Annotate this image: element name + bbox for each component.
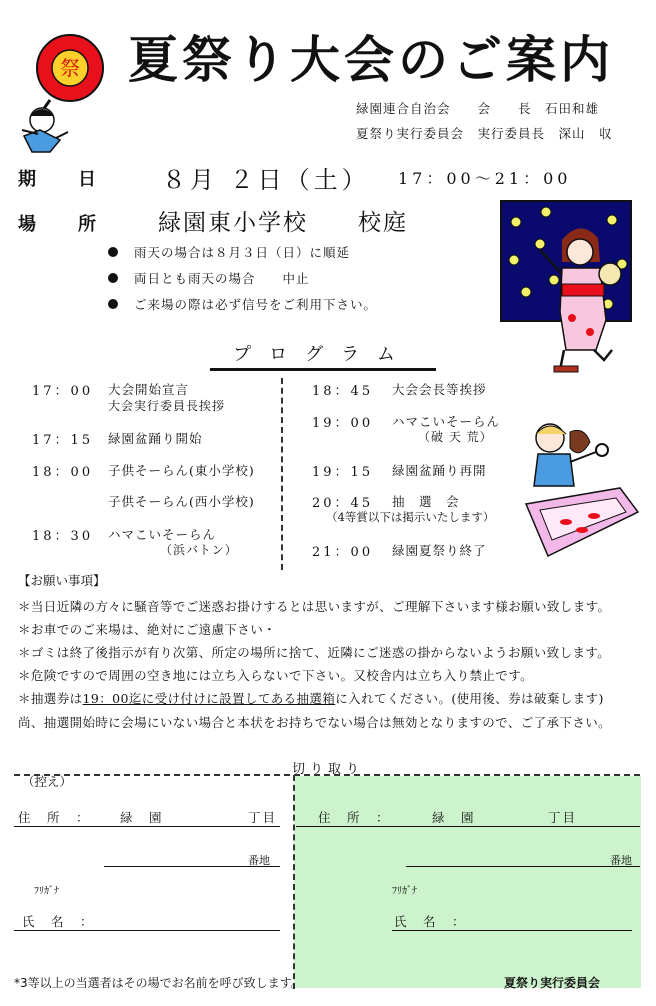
cut-label: 切り取り xyxy=(292,762,365,777)
banchi-underline xyxy=(406,866,640,867)
bullet-icon xyxy=(108,273,118,283)
address-label: 住 所 ： xyxy=(18,810,91,825)
program-item: 緑園夏祭り終了 xyxy=(392,543,487,558)
banchi-label: 番地 xyxy=(610,854,632,867)
note-rain: 雨天の場合は８月３日（日）に順延 xyxy=(108,243,350,261)
program-time: 18：30 xyxy=(32,529,94,544)
date-label: 期 日 xyxy=(18,169,108,190)
bullet-icon xyxy=(108,299,118,309)
program-time: 19：00 xyxy=(312,416,374,431)
page-title: 夏祭り大会のご案内 xyxy=(128,30,614,89)
request-line: ＊ゴミは終了後指示が有り次第、所定の場所に捨て、近隣にご迷惑の掛からないようお願い致します。 xyxy=(18,645,611,660)
organizer-line-2: 夏祭り実行委員会 実行委員長 深山 収 xyxy=(356,126,613,141)
program-item-sub: （浜バトン） xyxy=(160,543,238,557)
time-value: 17：00～21：00 xyxy=(398,169,572,188)
program-divider xyxy=(281,378,283,570)
program-item: 大会開始宣言 xyxy=(108,382,190,397)
chome-label: 丁目 xyxy=(548,810,578,825)
dancing-girl-illustration xyxy=(500,200,640,376)
banchi-label: 番地 xyxy=(248,854,270,867)
goldfish-scooping-illustration xyxy=(520,420,644,558)
program-item-sub: （4等賞以下は掲示いたします） xyxy=(326,510,495,524)
furigana-label: ﾌﾘｶﾞﾅ xyxy=(34,886,59,897)
program-item: 抽 選 会 xyxy=(392,494,460,509)
request-last-line: 尚、抽選開始時に会場にいない場合と本状をお持ちでない場合は無効となりますので、ご了承下さい。 xyxy=(18,715,612,730)
lottery-deadline-highlight: 19：00迄に受け付けに設置してある抽選箱 xyxy=(82,691,336,706)
child-with-fan-illustration xyxy=(10,28,114,156)
footer-org: 夏祭り実行委員会 xyxy=(504,976,601,990)
program-item: 緑園盆踊り開始 xyxy=(108,431,203,446)
svg-text:祭: 祭 xyxy=(60,56,80,80)
program-time: 17：00 xyxy=(32,384,94,399)
banchi-underline xyxy=(104,866,280,867)
chome-label: 丁目 xyxy=(248,810,278,825)
program-time: 17：15 xyxy=(32,433,94,448)
area-name: 緑 園 xyxy=(432,810,476,825)
name-label: 氏 名 ： xyxy=(22,914,95,929)
program-time: 18：45 xyxy=(312,384,374,399)
area-name: 緑 園 xyxy=(120,810,164,825)
cut-line xyxy=(14,774,640,776)
program-item-sub: 大会実行委員長挨拶 xyxy=(108,399,226,413)
name-underline xyxy=(14,930,280,931)
request-line: ＊当日近隣の方々に騒音等でご迷惑お掛けするとは思いますが、ご理解下さいます様お願い致します。 xyxy=(18,599,611,614)
organizer-line-1: 緑園連合自治会 会 長 石田和雄 xyxy=(356,101,600,116)
request-lottery: ＊抽選券は19：00迄に受け付けに設置してある抽選箱に入れてください。(使用後、券は破棄します) xyxy=(18,691,604,706)
program-item: 緑園盆踊り再開 xyxy=(392,463,487,478)
program-item: 大会会長等挨拶 xyxy=(392,382,487,397)
program-item: ハマこいそーらん xyxy=(108,527,217,542)
bullet-icon xyxy=(108,247,118,257)
place-value: 緑園東小学校 校庭 xyxy=(158,210,408,236)
program-heading: プログラム xyxy=(210,340,436,371)
address-underline xyxy=(296,826,640,827)
program-time: 19：15 xyxy=(312,465,374,480)
program-item: ハマこいそーらん xyxy=(392,414,501,429)
stub-label: （控え） xyxy=(22,774,73,789)
footer-note: *3等以上の当選者はその場でお名前を呼び致します。 xyxy=(14,976,303,990)
request-line: ＊危険ですので周囲の空き地には立ち入らないで下さい。又校舎内は立ち入り禁止です。 xyxy=(18,668,534,683)
note-cancel: 両日とも雨天の場合 中止 xyxy=(108,269,310,287)
requests-heading: 【お願い事項】 xyxy=(18,573,106,588)
program-time: 21：00 xyxy=(312,545,374,560)
note-signal: ご来場の際は必ず信号をご利用下さい。 xyxy=(108,295,377,313)
request-line: ＊お車でのご来場は、絶対にご遠慮下さい・ xyxy=(18,622,277,637)
address-label: 住 所 ： xyxy=(318,810,391,825)
cut-line-vertical xyxy=(293,775,295,989)
program-time: 18：00 xyxy=(32,465,94,480)
name-underline xyxy=(392,930,632,931)
name-label: 氏 名 ： xyxy=(394,914,467,929)
date-value: ８月 ２日（土） xyxy=(162,166,370,194)
place-label: 場 所 xyxy=(18,214,108,235)
program-item-sub: （破 天 荒） xyxy=(418,430,493,444)
program-time: 20：45 xyxy=(312,496,374,511)
furigana-label: ﾌﾘｶﾞﾅ xyxy=(392,886,417,897)
program-item: 子供そーらん(西小学校) xyxy=(108,494,255,509)
address-underline xyxy=(14,826,280,827)
program-item: 子供そーらん(東小学校) xyxy=(108,463,255,478)
